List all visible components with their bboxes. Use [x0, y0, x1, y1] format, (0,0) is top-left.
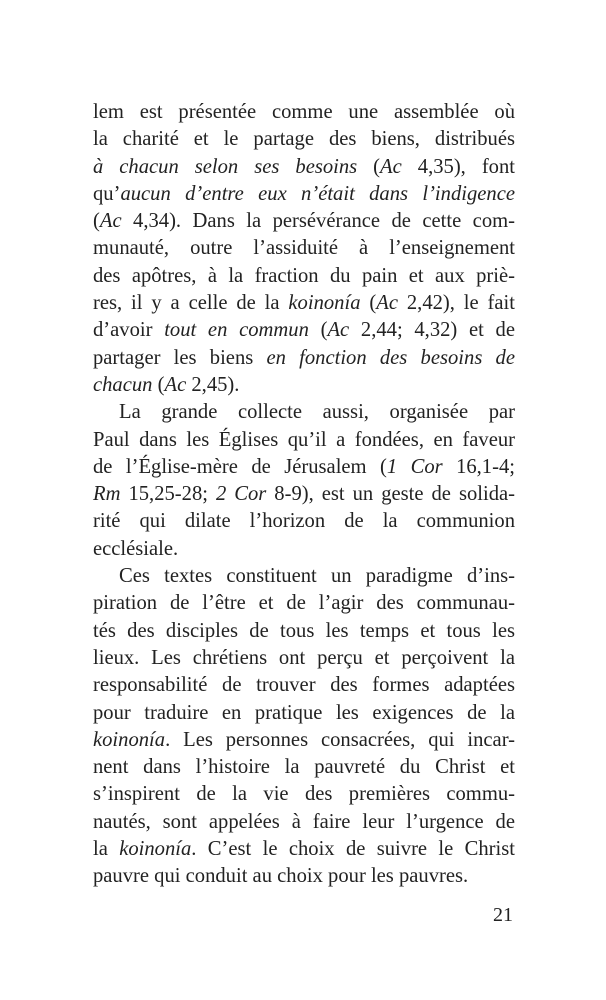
text-run: des apôtres, à la fraction du pain et aux priè- [93, 264, 515, 287]
text-line [93, 700, 515, 727]
text-run: 8-9), est un geste de solida- [266, 483, 515, 506]
text-run: nent dans l’histoire la pauvreté du Christ et [93, 756, 515, 779]
text-line [93, 481, 515, 508]
text-run: res, il y a celle de la [93, 292, 289, 315]
italic-text: koinonía [119, 838, 192, 861]
italic-text: Ac [327, 319, 350, 342]
text-line [93, 154, 515, 181]
page-number: 21 [493, 904, 513, 926]
paragraph [93, 99, 515, 399]
text-run: ecclésiale. [93, 537, 179, 560]
text-line [93, 181, 515, 208]
italic-text: 1 Cor [386, 455, 443, 478]
text-line [93, 126, 515, 153]
text-line [93, 208, 515, 235]
text-run: pauvre qui conduit au choix pour les pauvres. [93, 865, 469, 888]
text-run: 2,44; 4,32) et de [349, 319, 515, 342]
text-line [93, 727, 515, 754]
text-line [93, 454, 515, 481]
text-line [93, 345, 515, 372]
text-line [93, 672, 515, 699]
text-line [93, 590, 515, 617]
text-run: lem est présentée comme une assemblée où [93, 101, 515, 123]
italic-text: en fonction des besoins de [266, 346, 515, 369]
text-line [93, 508, 515, 535]
text-run: s’inspirent de la vie des premières commu- [93, 783, 515, 806]
text-line [93, 427, 515, 454]
italic-text: chacun [93, 373, 153, 396]
italic-text: Ac [99, 210, 122, 233]
text-run: La grande collecte aussi, organisée par [119, 401, 515, 424]
text-run: la [93, 838, 120, 861]
italic-text: koinonía [93, 728, 166, 751]
text-line [93, 754, 515, 781]
italic-text: Rm [93, 483, 121, 506]
body-text [93, 99, 515, 891]
text-run: ( [152, 373, 165, 396]
text-run: . Les personnes consacrées, qui incar- [165, 728, 515, 751]
text-run: 4,35), font [401, 155, 515, 178]
text-run: 15,25-28; [120, 483, 216, 506]
text-run: tés des disciples de tous les temps et tous les [93, 619, 515, 642]
text-run: partager les biens [93, 346, 267, 369]
text-run: de l’Église-mère de Jérusalem ( [93, 455, 387, 478]
italic-text: Ac [376, 292, 398, 315]
text-run: 2,42), le fait [397, 292, 515, 315]
paragraph [93, 563, 515, 891]
italic-text: aucun d’entre eux n’était dans l’indigence [120, 182, 515, 205]
text-line [93, 372, 515, 399]
text-run: 2,45). [186, 373, 240, 396]
text-line [93, 618, 515, 645]
text-line [93, 645, 515, 672]
text-line [93, 781, 515, 808]
text-line [93, 99, 515, 126]
text-run: . C’est le choix de suivre le Christ [191, 838, 515, 861]
text-run: ( [93, 210, 100, 233]
text-run: pour traduire en pratique les exigences de la [93, 701, 515, 724]
text-run: d’avoir [93, 319, 165, 342]
text-run: munauté, outre l’assiduité à l’enseignement [93, 237, 515, 260]
text-run: ( [357, 155, 381, 178]
text-line [93, 563, 515, 590]
italic-text: Ac [380, 155, 402, 178]
text-line [93, 290, 515, 317]
text-run: la charité et le partage des biens, distribués [93, 128, 515, 151]
text-line [93, 317, 515, 344]
text-run: ( [308, 319, 328, 342]
text-run: 16,1-4; [442, 455, 515, 478]
text-line [93, 263, 515, 290]
italic-text: Ac [164, 373, 187, 396]
text-line [93, 809, 515, 836]
text-run: responsabilité de trouver des formes adaptées [93, 674, 515, 697]
italic-text: tout en commun [164, 319, 309, 342]
paragraph [93, 399, 515, 563]
text-line [93, 836, 515, 863]
italic-text: koinonía [288, 292, 361, 315]
text-line [93, 536, 515, 563]
text-line [93, 399, 515, 426]
italic-text: à chacun selon ses besoins [93, 155, 358, 178]
text-run: piration de l’être et de l’agir des communau- [93, 592, 515, 615]
text-run: lieux. Les chrétiens ont perçu et perçoivent la [93, 646, 515, 669]
italic-text: 2 Cor [215, 483, 267, 506]
text-run: rité qui dilate l’horizon de la communion [93, 510, 515, 533]
text-run: nautés, sont appelées à faire leur l’urgence de [93, 810, 515, 833]
text-run: Paul dans les Églises qu’il a fondées, en faveur [93, 428, 515, 451]
text-run: qu’ [93, 182, 121, 205]
text-run: ( [360, 292, 377, 315]
text-run: Ces textes constituent un paradigme d’ins- [119, 565, 515, 588]
text-line [93, 235, 515, 262]
text-run: 4,34). Dans la persévérance de cette com- [121, 210, 515, 233]
text-line [93, 863, 515, 890]
